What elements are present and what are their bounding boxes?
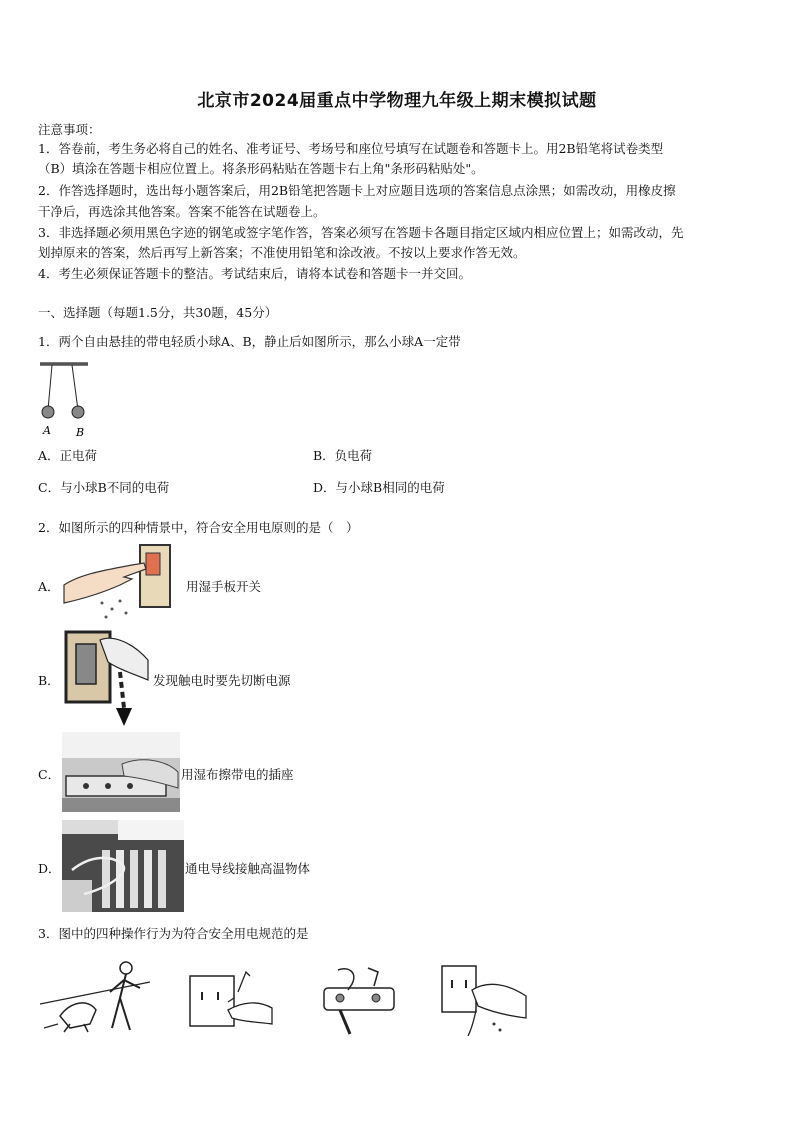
q1-option-a[interactable]: A．正电荷 xyxy=(38,448,98,463)
cut-power-switch-image xyxy=(64,630,154,730)
ball-b xyxy=(72,406,84,418)
wire-heater-image xyxy=(62,820,184,912)
notes-heading: 注意事项： xyxy=(38,122,101,137)
q3-image-socket-plug xyxy=(188,962,274,1032)
q2-option-c-text: 用湿布擦带电的插座 xyxy=(181,767,294,782)
ball-a-label: A xyxy=(43,424,51,437)
wet-cloth-socket-image xyxy=(62,732,180,812)
question-3-stem: 3．图中的四种操作行为为符合安全用电规范的是 xyxy=(38,926,309,941)
section-heading: 一、选择题（每题1.5分，共30题，45分） xyxy=(38,305,278,320)
note-4: 4．考生必须保证答题卡的整洁。考试结束后，请将本试卷和答题卡一并交回。 xyxy=(38,266,471,281)
question-1-options-row-1 xyxy=(38,446,758,464)
q2-option-d-label[interactable]: D． xyxy=(38,861,61,876)
note-3-line-1: 3．非选择题必须用黑色字迹的钢笔或签字笔作答，答案必须写在答题卡各题目指定区域内相应位置上；如需改动，先 xyxy=(38,225,684,240)
q2-option-d-text: 通电导线接触高温物体 xyxy=(185,861,311,876)
q1-option-c[interactable]: C．与小球B不同的电荷 xyxy=(38,480,170,495)
q3-image-switch-screwdriver xyxy=(318,962,400,1036)
q2-option-b-text: 发现触电时要先切断电源 xyxy=(153,673,291,688)
ball-a xyxy=(42,406,54,418)
question-1-stem: 1．两个自由悬挂的带电轻质小球A、B，静止后如图所示，那么小球A一定带 xyxy=(38,334,461,349)
q1-option-b[interactable]: B．负电荷 xyxy=(313,448,373,463)
note-1-line-1: 1．答卷前，考生务必将自己的姓名、准考证号、考场号和座位号填写在试题卷和答题卡上。用2B铅笔将试卷类型 xyxy=(38,141,664,156)
note-1-line-2: （B）填涂在答题卡相应位置上。将条形码粘贴在答题卡右上角"条形码粘贴处"。 xyxy=(38,161,484,176)
wet-hand-switch-image xyxy=(62,543,174,623)
q2-option-a-text: 用湿手板开关 xyxy=(186,579,262,594)
q3-image-kite-wire xyxy=(40,958,152,1034)
note-2-line-2: 干净后，再选涂其他答案。答案不能答在试题卷上。 xyxy=(38,204,326,219)
q3-image-wet-hand-plug xyxy=(438,960,530,1036)
q2-option-a-label[interactable]: A． xyxy=(38,579,60,594)
ball-b-label: B xyxy=(76,426,85,439)
hanging-balls-figure xyxy=(38,360,94,440)
q1-option-d[interactable]: D．与小球B相同的电荷 xyxy=(313,480,445,495)
note-3-line-2: 划掉原来的答案，然后再写上新答案；不准使用铅笔和涂改液。不按以上要求作答无效。 xyxy=(38,245,526,260)
question-1-options-row-2 xyxy=(38,478,758,496)
question-2-stem: 2．如图所示的四种情景中，符合安全用电原则的是（ ） xyxy=(38,520,359,535)
q2-option-b-label[interactable]: B． xyxy=(38,673,60,688)
q2-option-c-label[interactable]: C． xyxy=(38,767,61,782)
page-title: 北京市2024届重点中学物理九年级上期末模拟试题 xyxy=(197,91,597,111)
note-2-line-1: 2．作答选择题时，选出每小题答案后，用2B铅笔把答题卡上对应题目选项的答案信息点涂黑；如需改动，用橡皮擦 xyxy=(38,183,676,198)
